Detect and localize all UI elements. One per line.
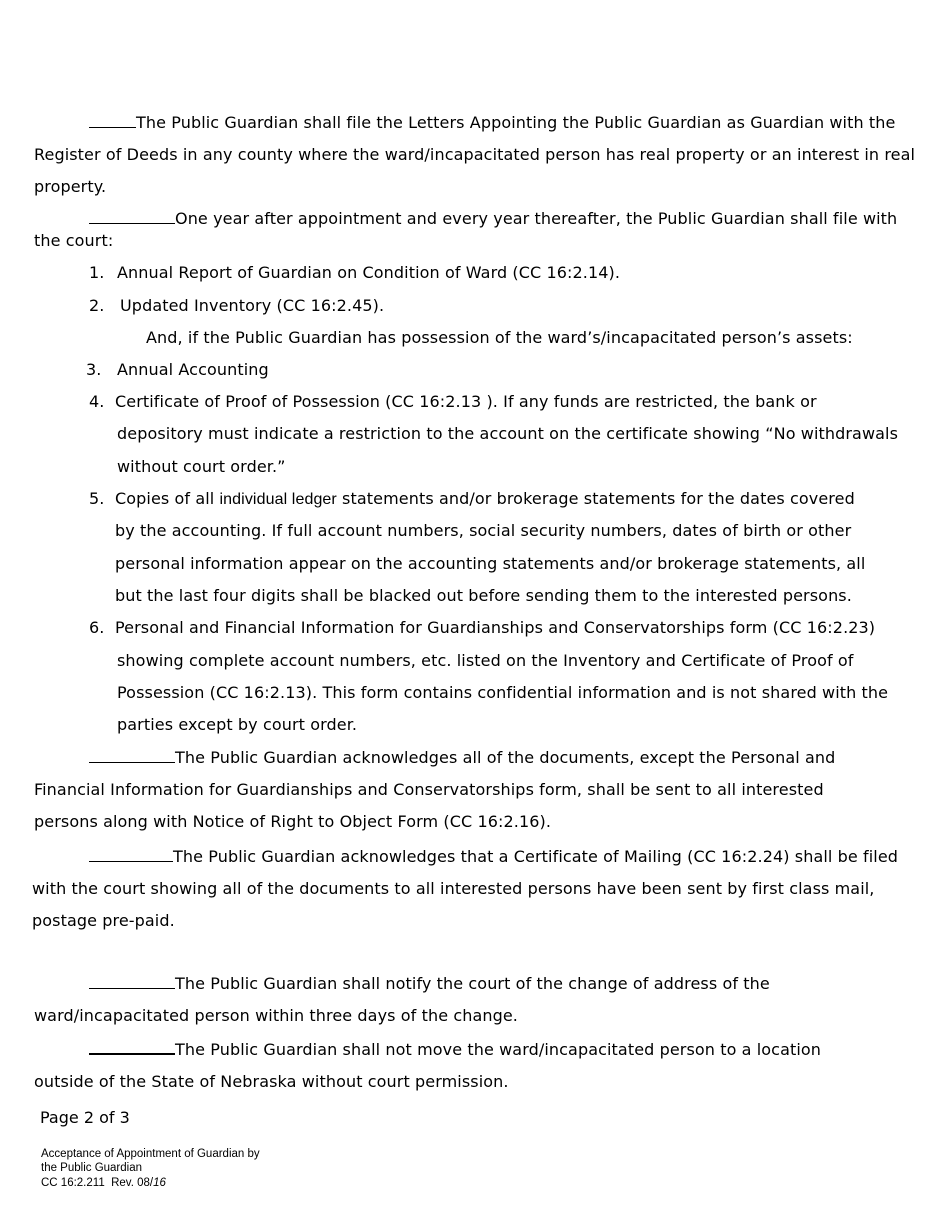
list-item-1-text: Annual Report of Guardian on Condition of Ward (CC 16:2.14). [117, 263, 621, 282]
para5-line1: The Public Guardian shall notify the court of the change of address of the [89, 974, 770, 994]
form-title-line1: Acceptance of Appointment of Guardian by [41, 1148, 260, 1160]
list-item-6-number: 6. [89, 618, 105, 637]
list-item-5-line2: by the accounting. If full account numbers, social security numbers, dates of birth or other [115, 521, 852, 540]
list-item-4-line3: without court order.” [117, 457, 286, 476]
initial-blank-5[interactable] [89, 974, 175, 989]
para3-line2: Financial Information for Guardianships and Conservatorships form, shall be sent to all interested [34, 780, 824, 799]
list-item-2-number: 2. [89, 296, 105, 315]
form-title-line2: the Public Guardian [41, 1162, 143, 1174]
list-interlude: And, if the Public Guardian has possession of the ward’s/incapacitated person’s assets: [146, 328, 853, 347]
list-item-6-line3: Possession (CC 16:2.13). This form contains confidential information and is not shared with the [117, 683, 889, 702]
list-item-4-number: 4. [89, 392, 105, 411]
para1-line2: Register of Deeds in any county where the ward/incapacitated person has real property or an interest in real [34, 145, 916, 164]
para1-line1: The Public Guardian shall file the Letters Appointing the Public Guardian as Guardian with the [89, 113, 895, 133]
para4-line2: with the court showing all of the documents to all interested persons have been sent by first class mail, [32, 879, 875, 898]
list-item-3-text: Annual Accounting [117, 360, 269, 379]
list-item-5-line1: Copies of all individual ledger statements and/or brokerage statements for the dates covered [115, 489, 855, 508]
initial-blank-2[interactable] [89, 209, 175, 224]
list-item-6-line1: Personal and Financial Information for Guardianships and Conservatorships form (CC 16:2.23) [115, 618, 876, 637]
para4-line1: The Public Guardian acknowledges that a Certificate of Mailing (CC 16:2.24) shall be filed [89, 847, 898, 867]
para6-line2: outside of the State of Nebraska without court permission. [34, 1072, 509, 1091]
para3-line1: The Public Guardian acknowledges all of the documents, except the Personal and [89, 748, 835, 768]
list-item-1-number: 1. [89, 263, 105, 282]
list-item-5-number: 5. [89, 489, 105, 508]
list-item-5-line3: personal information appear on the accounting statements and/or brokerage statements, all [115, 554, 866, 573]
list-item-6-line2: showing complete account numbers, etc. listed on the Inventory and Certificate of Proof of [117, 651, 854, 670]
para1-line3: property. [34, 177, 107, 196]
para2-line2: the court: [34, 231, 114, 250]
form-code-line [41, 1176, 166, 1190]
list-item-2-text: Updated Inventory (CC 16:2.45). [120, 296, 385, 315]
page-number: Page 2 of 3 [40, 1108, 130, 1127]
list-item-4-line2: depository must indicate a restriction to the account on the certificate showing “No withdrawals [117, 424, 899, 443]
initial-blank-3[interactable] [89, 748, 175, 763]
para4-line3: postage pre-paid. [32, 911, 175, 930]
initial-blank-1[interactable] [89, 113, 136, 128]
para5-line2: ward/incapacitated person within three days of the change. [34, 1006, 518, 1025]
list-item-5-line4: but the last four digits shall be blacked out before sending them to the interested persons. [115, 586, 852, 605]
initial-blank-6[interactable] [89, 1039, 175, 1055]
list-item-4-line1: Certificate of Proof of Possession (CC 16:2.13 ). If any funds are restricted, the bank or [115, 392, 817, 411]
list-item-3-number: 3. [86, 360, 102, 379]
para6-line1: The Public Guardian shall not move the ward/incapacitated person to a location [89, 1039, 821, 1060]
para3-line3: persons along with Notice of Right to Object Form (CC 16:2.16). [34, 812, 552, 831]
initial-blank-4[interactable] [89, 847, 173, 862]
list-item-6-line4: parties except by court order. [117, 715, 358, 734]
form-code: CC 16:2.211 [41, 1177, 105, 1189]
para2-line1: One year after appointment and every year thereafter, the Public Guardian shall file with [89, 209, 897, 229]
individual-ledger-text: individual ledger [219, 491, 337, 508]
revision-year: 16 [153, 1177, 166, 1189]
revision-prefix: Rev. 08/ [111, 1177, 154, 1189]
